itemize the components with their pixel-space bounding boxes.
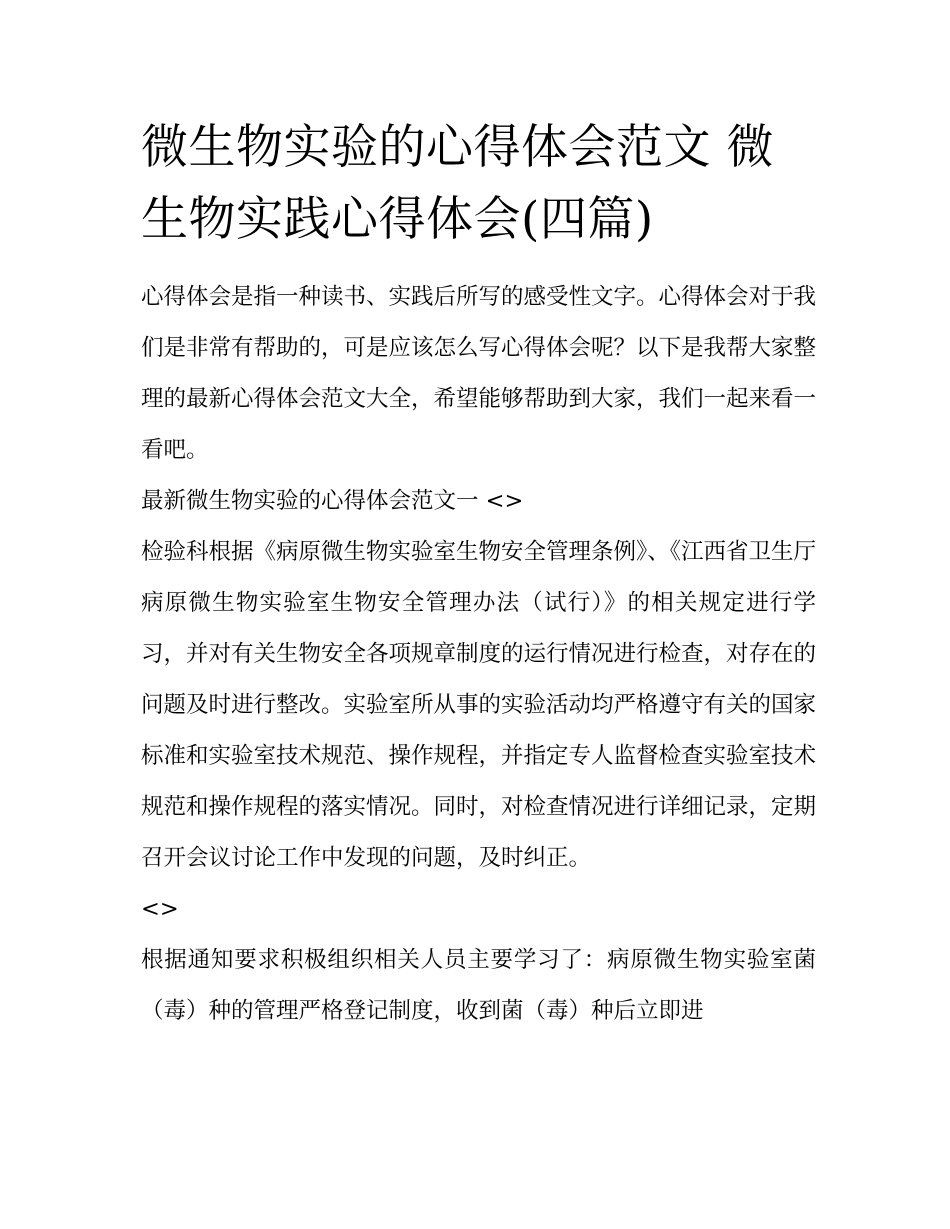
section-heading: 最新微生物实验的心得体会范文一 <> — [141, 488, 524, 514]
intro-paragraph: 心得体会是指一种读书、实践后所写的感受性文字。心得体会对于我们是非常有帮助的，可是应该怎么写心得体会呢？以下是我帮大家整理的最新心得体会范文大全，希望能够帮助到大家，我们一起来看一看吧。 — [141, 284, 817, 463]
placeholder-marker: <> — [141, 896, 179, 922]
body-paragraph-continued: 根据通知要求积极组织相关人员主要学习了：病原微生物实验室菌（毒）种的管理严格登记制度，收到菌（毒）种后立即进 — [141, 947, 816, 1024]
document-title: 微生物实验的心得体会范文 微生物实践心得体会(四篇) — [141, 120, 774, 247]
document-body — [141, 112, 816, 1037]
body-paragraph: 检验科根据《病原微生物实验室生物安全管理条例》、《江西省卫生厅病原微生物实验室生物安全管理办法（试行）》的相关规定进行学习，并对有关生物安全各项规章制度的运行情况进行检查，对存在的问题及时进行整改。实验室所从事的实验活动均严格遵守有关的国家标准和实验室技术规范、操作规程，并指定专人监督检查实验室技术规范和操作规程的落实情况。同时，对检查情况进行详细记录，定期召开会议讨论工作中发现的问题，及时纠正。 — [141, 539, 817, 871]
